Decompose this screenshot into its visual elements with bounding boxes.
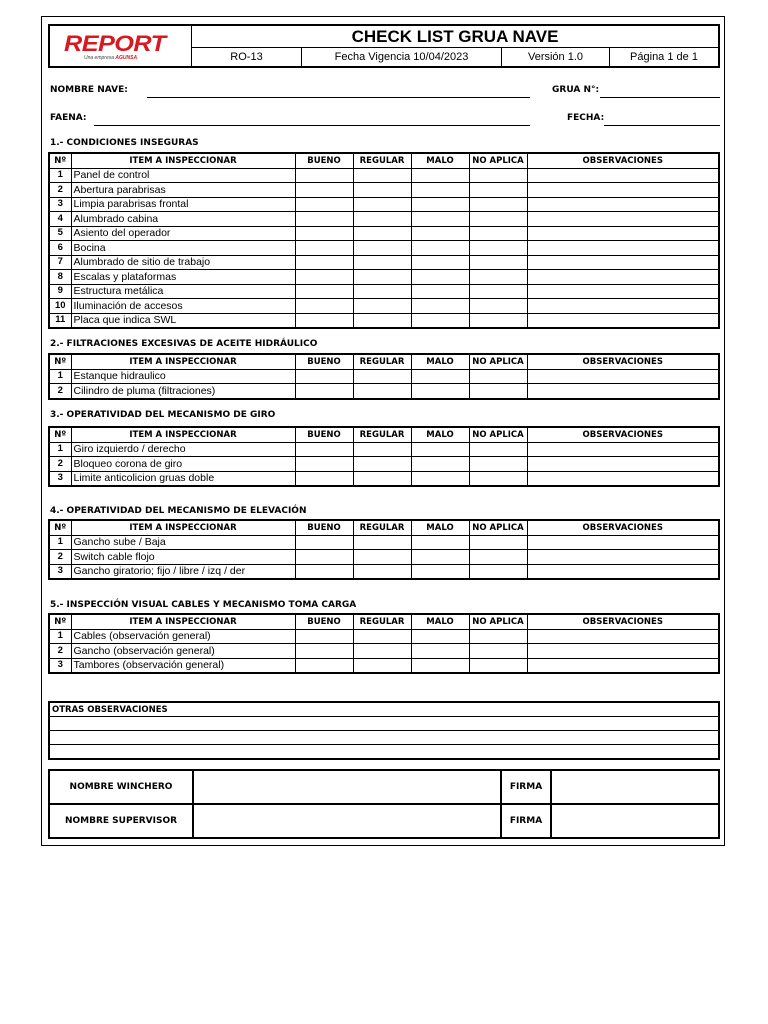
item-number: 6: [49, 241, 71, 256]
grua-no-label: GRUA N°:: [552, 85, 600, 95]
column-header: Nº: [49, 520, 71, 535]
observaciones-cell[interactable]: [527, 658, 719, 673]
malo-cell[interactable]: [411, 384, 469, 399]
column-header: BUENO: [295, 427, 353, 442]
no-aplica-cell[interactable]: [469, 457, 527, 472]
table-row: [49, 255, 719, 270]
fecha-input[interactable]: [604, 125, 720, 126]
item-label: Gancho sube / Baja: [71, 535, 295, 550]
no-aplica-cell[interactable]: [469, 369, 527, 384]
regular-cell[interactable]: [353, 442, 411, 457]
table-row: [49, 471, 719, 486]
column-header: REGULAR: [353, 520, 411, 535]
item-label: Escalas y plataformas: [71, 270, 295, 285]
otras-observaciones-table: [48, 701, 720, 760]
no-aplica-cell[interactable]: [469, 299, 527, 314]
faena-label: FAENA:: [50, 113, 87, 123]
no-aplica-cell[interactable]: [469, 384, 527, 399]
item-label: Cables (observación general): [71, 629, 295, 644]
table-row: [49, 241, 719, 256]
bueno-cell[interactable]: [295, 284, 353, 299]
nombre-nave-input[interactable]: [147, 97, 530, 98]
column-header: BUENO: [295, 520, 353, 535]
bueno-cell[interactable]: [295, 255, 353, 270]
bueno-cell[interactable]: [295, 313, 353, 328]
regular-cell[interactable]: [353, 212, 411, 227]
table-row: [49, 284, 719, 299]
nombre-supervisor-label: NOMBRE SUPERVISOR: [49, 804, 193, 838]
bueno-cell[interactable]: [295, 550, 353, 565]
item-number: 5: [49, 226, 71, 241]
regular-cell[interactable]: [353, 384, 411, 399]
section-title: 4.- OPERATIVIDAD DEL MECANISMO DE ELEVACIÓN: [50, 506, 307, 516]
observaciones-cell[interactable]: [527, 313, 719, 328]
malo-cell[interactable]: [411, 471, 469, 486]
regular-cell[interactable]: [353, 226, 411, 241]
item-label: Limite anticolicion gruas doble: [71, 471, 295, 486]
item-label: Tambores (observación general): [71, 658, 295, 673]
no-aplica-cell[interactable]: [469, 183, 527, 198]
item-number: 1: [49, 369, 71, 384]
malo-cell[interactable]: [411, 270, 469, 285]
bueno-cell[interactable]: [295, 471, 353, 486]
column-header: ITEM A INSPECCIONAR: [71, 427, 295, 442]
no-aplica-cell[interactable]: [469, 226, 527, 241]
table-row: [49, 212, 719, 227]
column-header: OBSERVACIONES: [527, 354, 719, 369]
item-label: Panel de control: [71, 168, 295, 183]
bueno-cell[interactable]: [295, 212, 353, 227]
observaciones-cell[interactable]: [527, 471, 719, 486]
section-title: 1.- CONDICIONES INSEGURAS: [50, 138, 199, 148]
column-header: REGULAR: [353, 153, 411, 168]
malo-cell[interactable]: [411, 658, 469, 673]
item-label: Placa que indica SWL: [71, 313, 295, 328]
observaciones-cell[interactable]: [527, 629, 719, 644]
malo-cell[interactable]: [411, 644, 469, 659]
column-header: MALO: [411, 614, 469, 629]
bueno-cell[interactable]: [295, 168, 353, 183]
observaciones-cell[interactable]: [527, 369, 719, 384]
no-aplica-cell[interactable]: [469, 564, 527, 579]
table-row: [49, 384, 719, 399]
firma-winchero-field[interactable]: [551, 770, 719, 804]
bueno-cell[interactable]: [295, 658, 353, 673]
item-label: Giro izquierdo / derecho: [71, 442, 295, 457]
column-header: MALO: [411, 153, 469, 168]
table-row: [49, 299, 719, 314]
item-label: Abertura parabrisas: [71, 183, 295, 198]
regular-cell[interactable]: [353, 299, 411, 314]
form-header: [48, 24, 720, 68]
item-label: Iluminación de accesos: [71, 299, 295, 314]
column-header: MALO: [411, 520, 469, 535]
nombre-nave-label: NOMBRE NAVE:: [50, 85, 128, 95]
malo-cell[interactable]: [411, 457, 469, 472]
item-number: 2: [49, 457, 71, 472]
observaciones-cell[interactable]: [527, 644, 719, 659]
regular-cell[interactable]: [353, 284, 411, 299]
otras-observaciones-label: OTRAS OBSERVACIONES: [49, 702, 719, 717]
no-aplica-cell[interactable]: [469, 313, 527, 328]
table-row: [49, 535, 719, 550]
bueno-cell[interactable]: [295, 183, 353, 198]
column-header: REGULAR: [353, 427, 411, 442]
malo-cell[interactable]: [411, 550, 469, 565]
checklist-table: [48, 426, 720, 487]
column-header: BUENO: [295, 354, 353, 369]
bueno-cell[interactable]: [295, 369, 353, 384]
regular-cell[interactable]: [353, 535, 411, 550]
observaciones-cell[interactable]: [527, 212, 719, 227]
column-header: NO APLICA: [469, 427, 527, 442]
regular-cell[interactable]: [353, 564, 411, 579]
observaciones-cell[interactable]: [527, 535, 719, 550]
item-number: 2: [49, 644, 71, 659]
no-aplica-cell[interactable]: [469, 471, 527, 486]
malo-cell[interactable]: [411, 284, 469, 299]
no-aplica-cell[interactable]: [469, 644, 527, 659]
regular-cell[interactable]: [353, 471, 411, 486]
observaciones-cell[interactable]: [527, 168, 719, 183]
no-aplica-cell[interactable]: [469, 168, 527, 183]
no-aplica-cell[interactable]: [469, 270, 527, 285]
item-label: Estructura metálica: [71, 284, 295, 299]
item-number: 3: [49, 471, 71, 486]
signature-table: [48, 769, 720, 839]
item-number: 1: [49, 168, 71, 183]
no-aplica-cell[interactable]: [469, 550, 527, 565]
bueno-cell[interactable]: [295, 299, 353, 314]
column-header: ITEM A INSPECCIONAR: [71, 354, 295, 369]
observaciones-cell[interactable]: [527, 384, 719, 399]
bueno-cell[interactable]: [295, 384, 353, 399]
column-header: NO APLICA: [469, 520, 527, 535]
checklist-table: [48, 353, 720, 400]
item-label: Gancho (observación general): [71, 644, 295, 659]
no-aplica-cell[interactable]: [469, 255, 527, 270]
no-aplica-cell[interactable]: [469, 197, 527, 212]
table-row: [49, 644, 719, 659]
item-number: 2: [49, 183, 71, 198]
item-label: Limpia parabrisas frontal: [71, 197, 295, 212]
item-label: Gancho giratorio; fijo / libre / izq / der: [71, 564, 295, 579]
column-header: NO APLICA: [469, 354, 527, 369]
item-number: 3: [49, 564, 71, 579]
item-number: 11: [49, 313, 71, 328]
section-title: 2.- FILTRACIONES EXCESIVAS DE ACEITE HIDRÁULICO: [50, 339, 318, 349]
nombre-winchero-label: NOMBRE WINCHERO: [49, 770, 193, 804]
bueno-cell[interactable]: [295, 241, 353, 256]
bueno-cell[interactable]: [295, 629, 353, 644]
regular-cell[interactable]: [353, 183, 411, 198]
item-label: Cilindro de pluma (filtraciones): [71, 384, 295, 399]
table-row: [49, 457, 719, 472]
column-header: NO APLICA: [469, 614, 527, 629]
no-aplica-cell[interactable]: [469, 629, 527, 644]
table-row: [49, 564, 719, 579]
regular-cell[interactable]: [353, 241, 411, 256]
fecha-vigencia: Fecha Vigencia 10/04/2023: [302, 48, 502, 66]
regular-cell[interactable]: [353, 255, 411, 270]
column-header: Nº: [49, 153, 71, 168]
form-title: CHECK LIST GRUA NAVE: [192, 26, 718, 48]
observaciones-cell[interactable]: [527, 299, 719, 314]
observaciones-cell[interactable]: [527, 550, 719, 565]
checklist-table: [48, 519, 720, 580]
observaciones-line[interactable]: [49, 717, 719, 731]
item-number: 3: [49, 197, 71, 212]
nombre-supervisor-field[interactable]: [193, 804, 501, 838]
item-number: 8: [49, 270, 71, 285]
item-number: 2: [49, 550, 71, 565]
column-header: BUENO: [295, 153, 353, 168]
checklist-table: [48, 152, 720, 329]
item-label: Estanque hidraulico: [71, 369, 295, 384]
item-number: 10: [49, 299, 71, 314]
malo-cell[interactable]: [411, 535, 469, 550]
firma-winchero-label: FIRMA: [501, 770, 551, 804]
observaciones-cell[interactable]: [527, 564, 719, 579]
bueno-cell[interactable]: [295, 535, 353, 550]
column-header: BUENO: [295, 614, 353, 629]
no-aplica-cell[interactable]: [469, 284, 527, 299]
bueno-cell[interactable]: [295, 270, 353, 285]
logo-subtitle: Una empresa AGUNSA: [84, 55, 138, 61]
column-header: MALO: [411, 427, 469, 442]
table-row: [49, 550, 719, 565]
item-label: Bloqueo corona de giro: [71, 457, 295, 472]
item-number: 1: [49, 535, 71, 550]
observaciones-cell[interactable]: [527, 255, 719, 270]
item-number: 1: [49, 629, 71, 644]
regular-cell[interactable]: [353, 270, 411, 285]
observaciones-line[interactable]: [49, 731, 719, 745]
faena-input[interactable]: [94, 125, 530, 126]
table-row: [49, 629, 719, 644]
malo-cell[interactable]: [411, 369, 469, 384]
malo-cell[interactable]: [411, 564, 469, 579]
table-row: [49, 442, 719, 457]
item-number: 7: [49, 255, 71, 270]
item-number: 2: [49, 384, 71, 399]
column-header: ITEM A INSPECCIONAR: [71, 520, 295, 535]
observaciones-cell[interactable]: [527, 284, 719, 299]
table-row: [49, 226, 719, 241]
nombre-winchero-field[interactable]: [193, 770, 501, 804]
observaciones-cell[interactable]: [527, 270, 719, 285]
regular-cell[interactable]: [353, 313, 411, 328]
table-row: [49, 369, 719, 384]
checklist-table: [48, 613, 720, 674]
bueno-cell[interactable]: [295, 442, 353, 457]
section-title: 5.- INSPECCIÓN VISUAL CABLES Y MECANISMO TOMA CARGA: [50, 600, 357, 610]
table-row: [49, 197, 719, 212]
malo-cell[interactable]: [411, 183, 469, 198]
firma-supervisor-field[interactable]: [551, 804, 719, 838]
item-number: 9: [49, 284, 71, 299]
column-header: OBSERVACIONES: [527, 614, 719, 629]
regular-cell[interactable]: [353, 168, 411, 183]
firma-supervisor-label: FIRMA: [501, 804, 551, 838]
observaciones-cell[interactable]: [527, 241, 719, 256]
no-aplica-cell[interactable]: [469, 658, 527, 673]
no-aplica-cell[interactable]: [469, 241, 527, 256]
table-row: [49, 270, 719, 285]
observaciones-line[interactable]: [49, 745, 719, 760]
version: Versión 1.0: [502, 48, 610, 66]
bueno-cell[interactable]: [295, 226, 353, 241]
malo-cell[interactable]: [411, 197, 469, 212]
column-header: Nº: [49, 427, 71, 442]
observaciones-cell[interactable]: [527, 442, 719, 457]
bueno-cell[interactable]: [295, 197, 353, 212]
item-label: Bocina: [71, 241, 295, 256]
malo-cell[interactable]: [411, 299, 469, 314]
item-number: 3: [49, 658, 71, 673]
malo-cell[interactable]: [411, 629, 469, 644]
column-header: ITEM A INSPECCIONAR: [71, 614, 295, 629]
column-header: REGULAR: [353, 354, 411, 369]
column-header: MALO: [411, 354, 469, 369]
section-title: 3.- OPERATIVIDAD DEL MECANISMO DE GIRO: [50, 410, 276, 420]
grua-no-input[interactable]: [600, 97, 720, 98]
malo-cell[interactable]: [411, 226, 469, 241]
no-aplica-cell[interactable]: [469, 535, 527, 550]
observaciones-cell[interactable]: [527, 457, 719, 472]
column-header: OBSERVACIONES: [527, 520, 719, 535]
column-header: Nº: [49, 354, 71, 369]
item-label: Alumbrado cabina: [71, 212, 295, 227]
table-row: [49, 183, 719, 198]
malo-cell[interactable]: [411, 241, 469, 256]
column-header: OBSERVACIONES: [527, 153, 719, 168]
observaciones-cell[interactable]: [527, 183, 719, 198]
malo-cell[interactable]: [411, 255, 469, 270]
no-aplica-cell[interactable]: [469, 212, 527, 227]
regular-cell[interactable]: [353, 629, 411, 644]
table-row: [49, 168, 719, 183]
no-aplica-cell[interactable]: [469, 442, 527, 457]
logo-text: REPORT: [64, 31, 166, 56]
malo-cell[interactable]: [411, 168, 469, 183]
column-header: ITEM A INSPECCIONAR: [71, 153, 295, 168]
fecha-label: FECHA:: [567, 113, 605, 123]
column-header: Nº: [49, 614, 71, 629]
regular-cell[interactable]: [353, 550, 411, 565]
bueno-cell[interactable]: [295, 644, 353, 659]
regular-cell[interactable]: [353, 457, 411, 472]
malo-cell[interactable]: [411, 313, 469, 328]
table-row: [49, 658, 719, 673]
pagina: Página 1 de 1: [630, 51, 698, 63]
malo-cell[interactable]: [411, 442, 469, 457]
malo-cell[interactable]: [411, 212, 469, 227]
regular-cell[interactable]: [353, 658, 411, 673]
column-header: NO APLICA: [469, 153, 527, 168]
form-code: RO-13: [192, 48, 302, 66]
regular-cell[interactable]: [353, 197, 411, 212]
observaciones-cell[interactable]: [527, 197, 719, 212]
table-row: [49, 313, 719, 328]
item-label: Switch cable flojo: [71, 550, 295, 565]
column-header: OBSERVACIONES: [527, 427, 719, 442]
item-label: Asiento del operador: [71, 226, 295, 241]
item-number: 4: [49, 212, 71, 227]
item-number: 1: [49, 442, 71, 457]
regular-cell[interactable]: [353, 369, 411, 384]
bueno-cell[interactable]: [295, 564, 353, 579]
bueno-cell[interactable]: [295, 457, 353, 472]
item-label: Alumbrado de sitio de trabajo: [71, 255, 295, 270]
regular-cell[interactable]: [353, 644, 411, 659]
column-header: REGULAR: [353, 614, 411, 629]
observaciones-cell[interactable]: [527, 226, 719, 241]
company-logo: [50, 26, 192, 66]
checklist-form: [41, 16, 725, 846]
